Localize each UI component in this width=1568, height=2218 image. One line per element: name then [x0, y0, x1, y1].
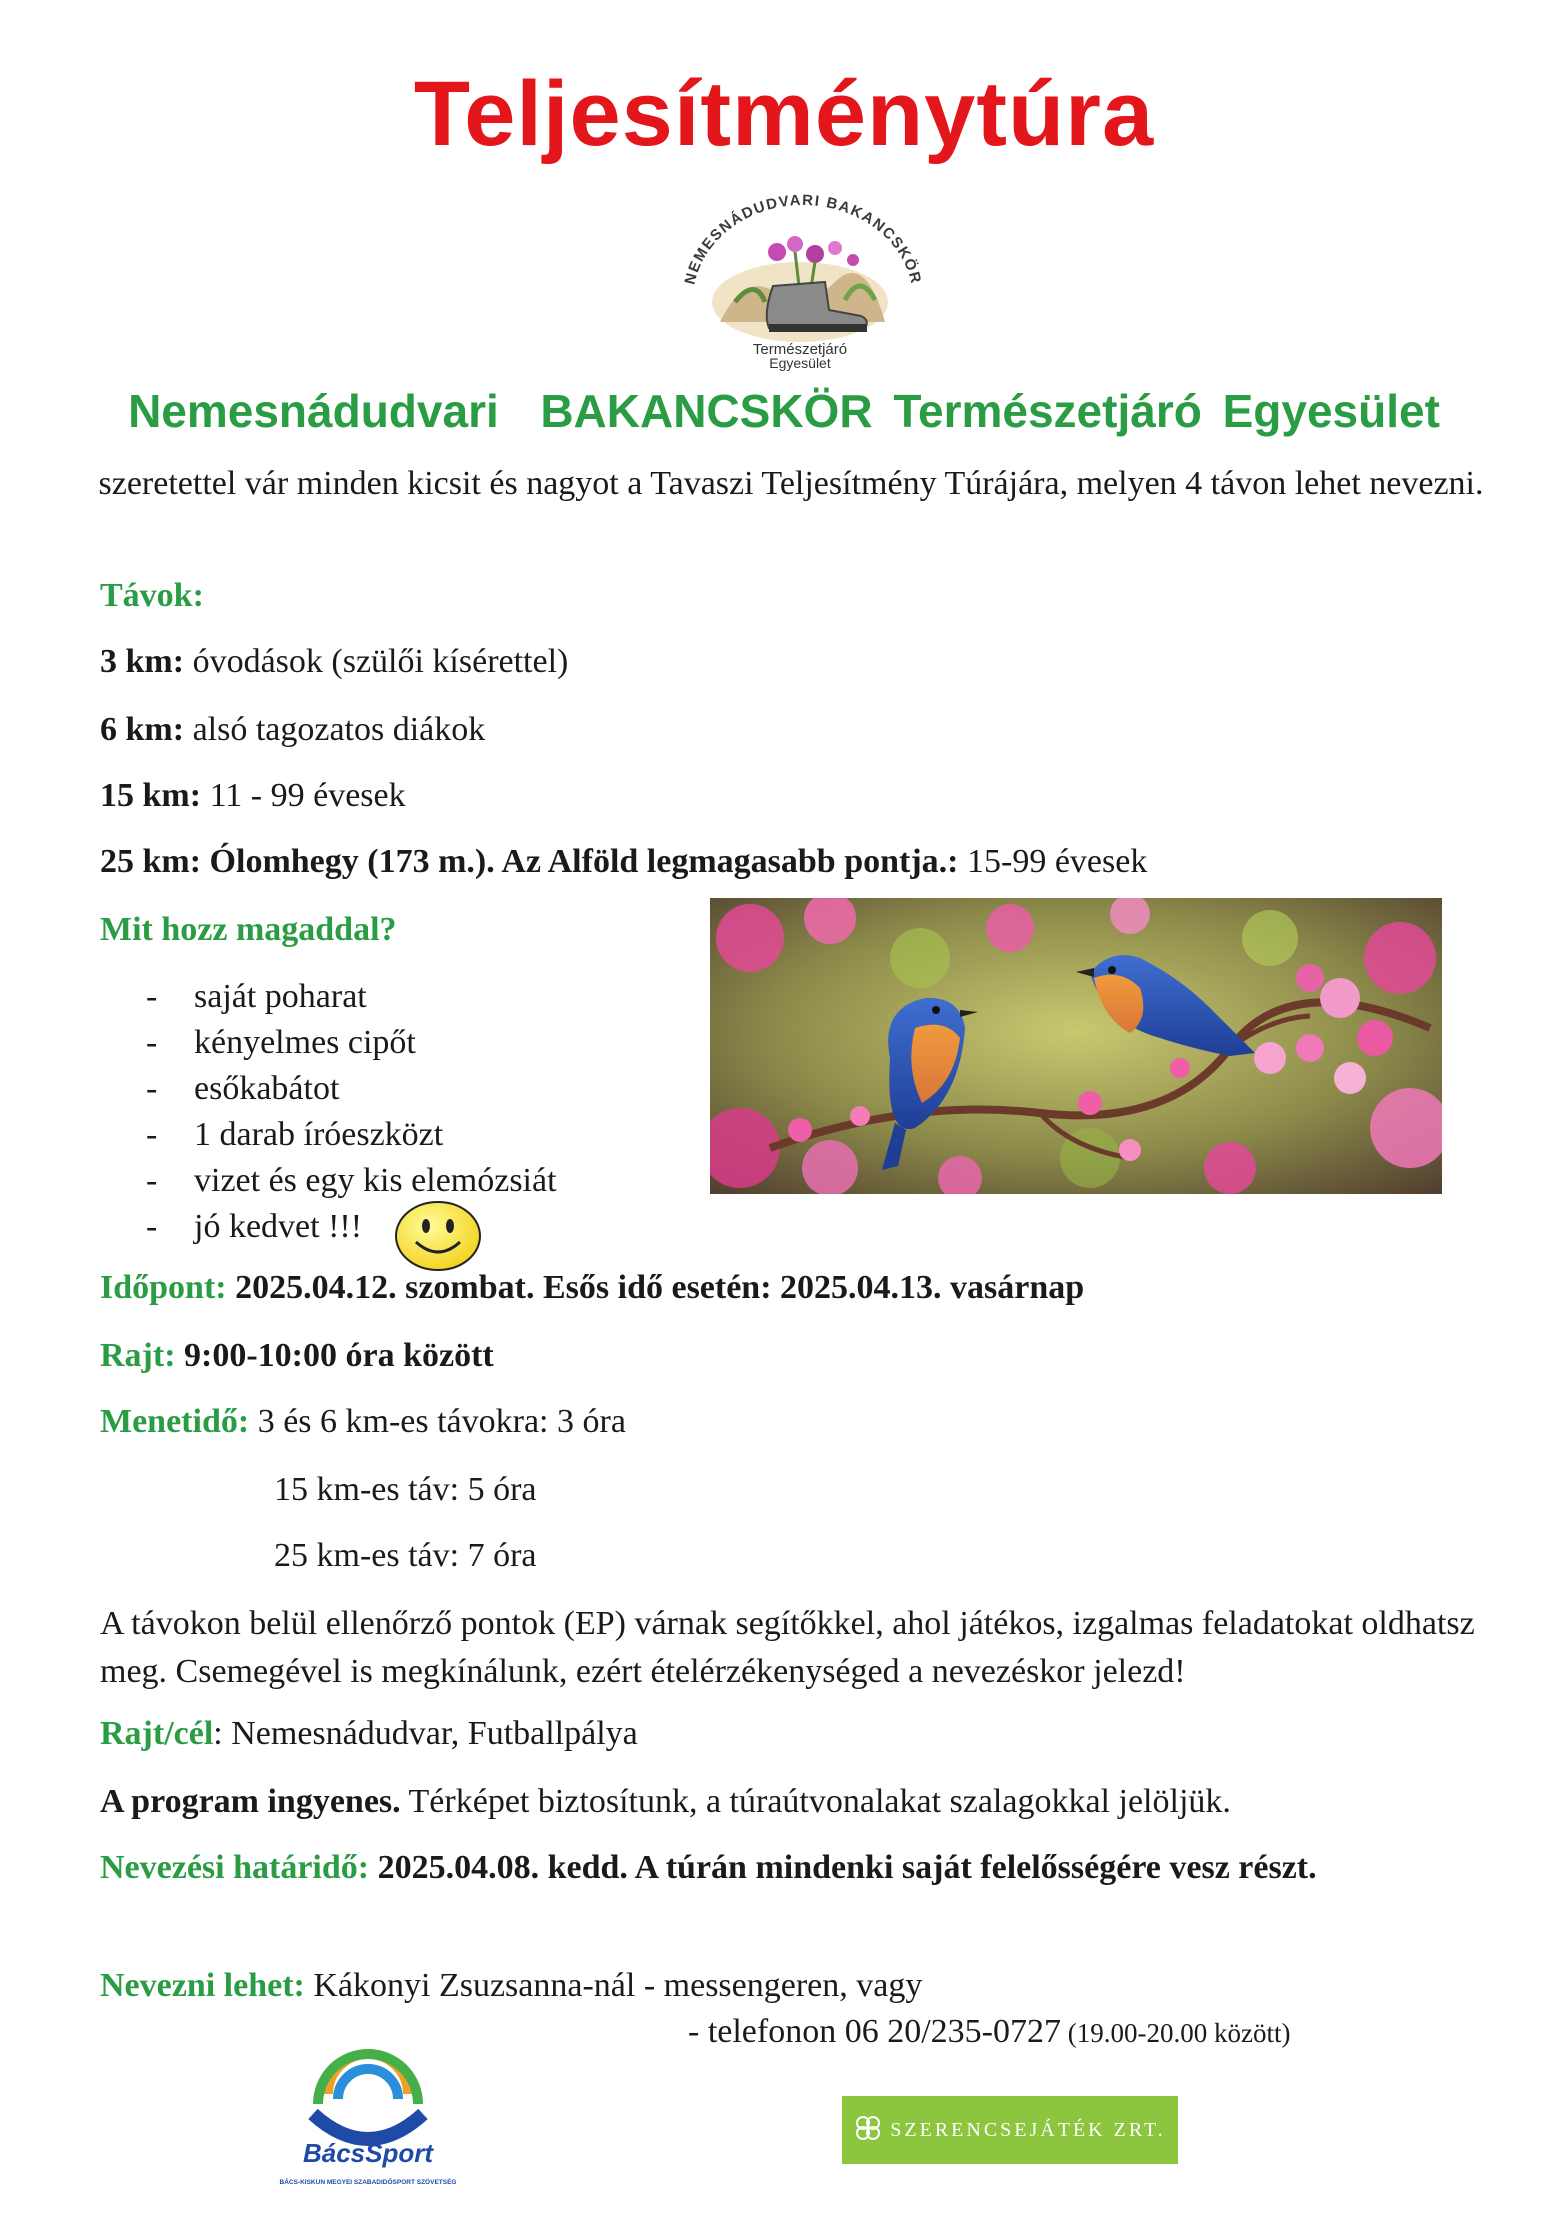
- date-line: [100, 1266, 1084, 1310]
- duration-line-25km: 25 km-es táv: 7 óra: [274, 1537, 537, 1574]
- list-item: - saját poharat: [146, 978, 367, 1015]
- distance-text: óvodások (szülői kísérettel): [184, 643, 569, 680]
- svg-text:NEMESNÁDUDVARI BAKANCSKÖR: NEMESNÁDUDVARI BAKANCSKÖR: [681, 191, 925, 287]
- bacssport-logo: [268, 2024, 468, 2194]
- bring-heading: Mit hozz magaddal?: [100, 911, 397, 948]
- date-label: Időpont:: [100, 1269, 227, 1306]
- szerencsejatek-text: SZERENCSEJÁTÉK ZRT.: [890, 2118, 1166, 2141]
- start-value: 9:00-10:00 óra között: [175, 1337, 494, 1374]
- distance-item: [100, 840, 1147, 884]
- svg-text:BácsSport: BácsSport: [302, 2138, 434, 2168]
- smiley-icon: [394, 1200, 482, 1272]
- location-label: Rajt/cél: [100, 1715, 214, 1752]
- start-line: [100, 1334, 494, 1378]
- registration-line: [100, 1964, 922, 2008]
- hiking-boot-icon: [665, 182, 935, 372]
- distance-text: 11 - 99 évesek: [201, 777, 406, 814]
- date-value: 2025.04.12. szombat. Esős idő esetén: 2025.04.13. vasárnap: [226, 1269, 1085, 1306]
- distance-item: [100, 640, 568, 684]
- location-value: : Nemesnádudvar, Futballpálya: [213, 1715, 638, 1752]
- list-item: - kényelmes cipőt: [146, 1024, 416, 1061]
- deadline-label: Nevezési határidő:: [100, 1849, 370, 1886]
- distances-heading: Távok:: [100, 577, 204, 614]
- bacssport-swirl-icon: [268, 2024, 468, 2194]
- list-item: - vizet és egy kis elemózsiát: [146, 1162, 557, 1199]
- list-item: - esőkabátot: [146, 1070, 340, 1107]
- list-item: - 1 darab íróeszközt: [146, 1116, 444, 1153]
- phone-text: - telefonon 06 20/235-0727: [688, 2013, 1061, 2050]
- location-line: [100, 1712, 638, 1756]
- svg-text:Természetjáró: Természetjáró: [752, 341, 848, 358]
- distance-text: alsó tagozatos diákok: [184, 711, 486, 748]
- page-title: Teljesítménytúra: [413, 63, 1155, 165]
- distance-label: 3 km:: [100, 643, 185, 680]
- clover-icon: [854, 2114, 882, 2147]
- distance-item: [100, 774, 406, 818]
- distance-label: 25 km: Ólomhegy (173 m.). Az Alföld legmagasabb pontja.:: [100, 843, 959, 880]
- free-line: [100, 1780, 1231, 1824]
- deadline-value: 2025.04.08. kedd. A túrán mindenki saját felelősségére vesz részt.: [369, 1849, 1317, 1886]
- bring-list: [146, 974, 557, 1250]
- registration-label: Nevezni lehet:: [100, 1967, 305, 2004]
- duration-line-15km: 15 km-es táv: 5 óra: [274, 1471, 537, 1508]
- organization-name: Nemesnádudvari BAKANCSKÖR Természetjáró Egyesület: [128, 385, 1440, 437]
- checkpoints-text: A távokon belül ellenőrző pontok (EP) várnak segítőkkel, ahol játékos, izgalmas feladatokat oldhatsz meg. Csemegével is megkínálunk, ezért ételérzékenységed a nevezéskor jelezd!: [100, 1605, 1475, 1690]
- distance-item: [100, 708, 485, 752]
- duration-line: [100, 1400, 626, 1444]
- distance-label: 6 km:: [100, 711, 185, 748]
- distance-label: 15 km:: [100, 777, 202, 814]
- start-label: Rajt:: [100, 1337, 176, 1374]
- svg-text:BÁCS-KISKUN MEGYEI SZABADIDŐSP: BÁCS-KISKUN MEGYEI SZABADIDŐSPORT SZÖVETSÉG: [279, 2179, 457, 2186]
- free-text: Térképet biztosítunk, a túraútvonalakat szalagokkal jelöljük.: [400, 1783, 1231, 1820]
- deadline-line: [100, 1846, 1317, 1890]
- svg-text:Egyesület: Egyesület: [769, 355, 831, 371]
- distance-text: 15-99 évesek: [958, 843, 1148, 880]
- intro-text: szeretettel vár minden kicsit és nagyot a Tavaszi Teljesítmény Túrájára, melyen 4 távon lehet nevezni.: [98, 465, 1484, 502]
- free-bold: A program ingyenes.: [100, 1783, 401, 1820]
- phone-note: (19.00-20.00 között): [1061, 2018, 1291, 2048]
- list-item: - jó kedvet !!!: [146, 1208, 363, 1245]
- registration-value: Kákonyi Zsuzsanna-nál - messengeren, vagy: [304, 1967, 923, 2004]
- birds-photo: [710, 898, 1442, 1194]
- duration-label: Menetidő:: [100, 1403, 250, 1440]
- szerencsejatek-logo: [842, 2096, 1178, 2164]
- duration-value: 3 és 6 km-es távokra: 3 óra: [249, 1403, 626, 1440]
- club-logo: [665, 182, 935, 372]
- registration-phone-line: [688, 2010, 1290, 2055]
